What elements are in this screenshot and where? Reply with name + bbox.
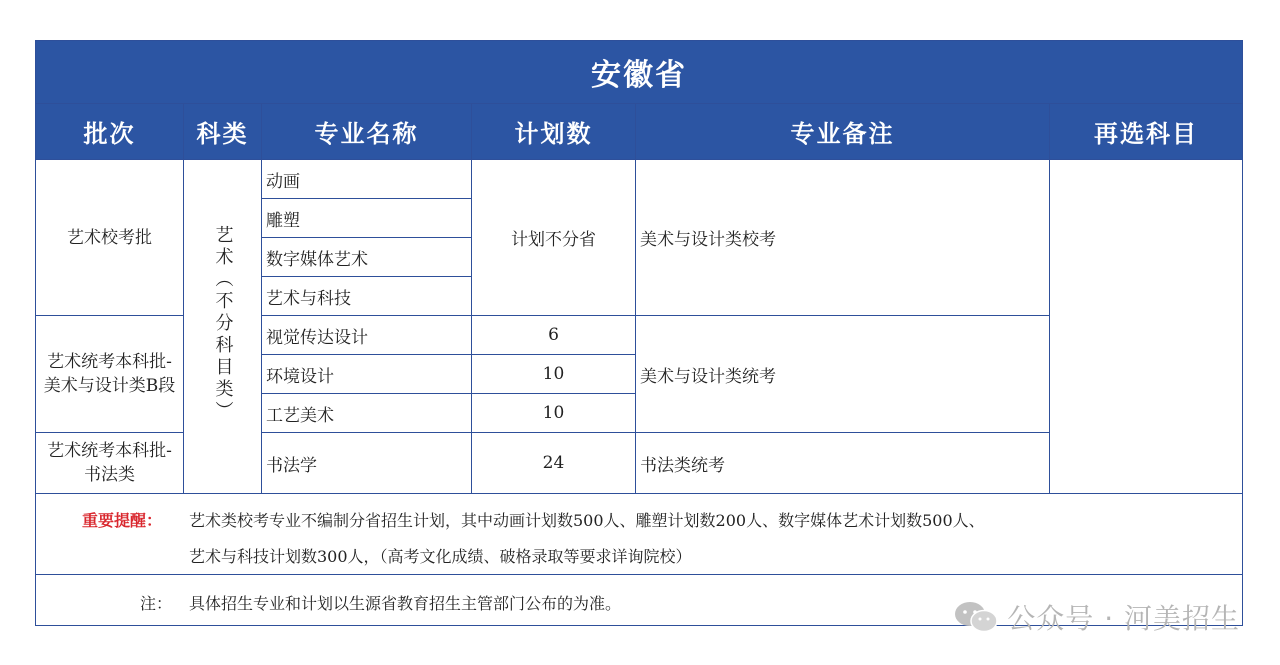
major-remark-cell: 美术与设计类校考: [636, 160, 1050, 316]
table-row: [36, 160, 1243, 199]
watermark: [953, 597, 1240, 637]
notice-text-line-1: 艺术类校考专业不编制分省招生计划，其中动画计划数500人、雕塑计划数200人、数字媒体艺术计划数500人、: [189, 511, 985, 530]
major-name-cell: 数字媒体艺术: [262, 238, 472, 277]
header-major-name: 专业名称: [262, 104, 472, 160]
header-major-remark: 专业备注: [636, 104, 1050, 160]
admission-plan-table: [35, 40, 1243, 626]
notice-row: [36, 494, 1243, 575]
watermark-text: 公众号 · 河美招生: [1007, 602, 1240, 635]
major-name-cell: 环境设计: [262, 355, 472, 394]
notice-cell: [36, 494, 1243, 575]
major-name-cell: 艺术与科技: [262, 277, 472, 316]
subject-category-text: 艺术（不分科目类）: [212, 225, 234, 423]
major-remark-cell: 美术与设计类统考: [636, 316, 1050, 433]
header-row: [36, 104, 1243, 160]
major-name-cell: 工艺美术: [262, 394, 472, 433]
admission-plan-sheet: [35, 40, 1242, 626]
note-text: 具体招生专业和计划以生源省教育招生主管部门公布的为准。: [189, 594, 622, 613]
major-name-cell: 雕塑: [262, 199, 472, 238]
major-name-cell: 视觉传达设计: [262, 316, 472, 355]
major-remark-cell: 书法类统考: [636, 433, 1050, 494]
note-label: 注：: [140, 594, 173, 613]
notice-label: 重要提醒：: [82, 511, 163, 530]
plan-count-cell: 10: [472, 355, 636, 394]
wechat-icon: [953, 600, 999, 634]
table-title: 安徽省: [36, 41, 1243, 104]
major-name-cell: 书法学: [262, 433, 472, 494]
batch-cell: 艺术统考本科批-美术与设计类B段: [36, 316, 184, 433]
header-plan-count: 计划数: [472, 104, 636, 160]
major-name-cell: 动画: [262, 160, 472, 199]
plan-count-cell: 计划不分省: [472, 160, 636, 316]
batch-cell: 艺术校考批: [36, 160, 184, 316]
plan-count-cell: 6: [472, 316, 636, 355]
plan-count-cell: 10: [472, 394, 636, 433]
header-reselect-subject: 再选科目: [1050, 104, 1243, 160]
subject-category-cell: [184, 160, 262, 494]
header-category: 科类: [184, 104, 262, 160]
reselect-subject-cell: [1050, 160, 1243, 494]
notice-text-line-2: 艺术与科技计划数300人，（高考文化成绩、破格录取等要求详询院校）: [189, 547, 692, 566]
batch-cell: 艺术统考本科批-书法类: [36, 433, 184, 494]
plan-count-cell: 24: [472, 433, 636, 494]
header-batch: 批次: [36, 104, 184, 160]
